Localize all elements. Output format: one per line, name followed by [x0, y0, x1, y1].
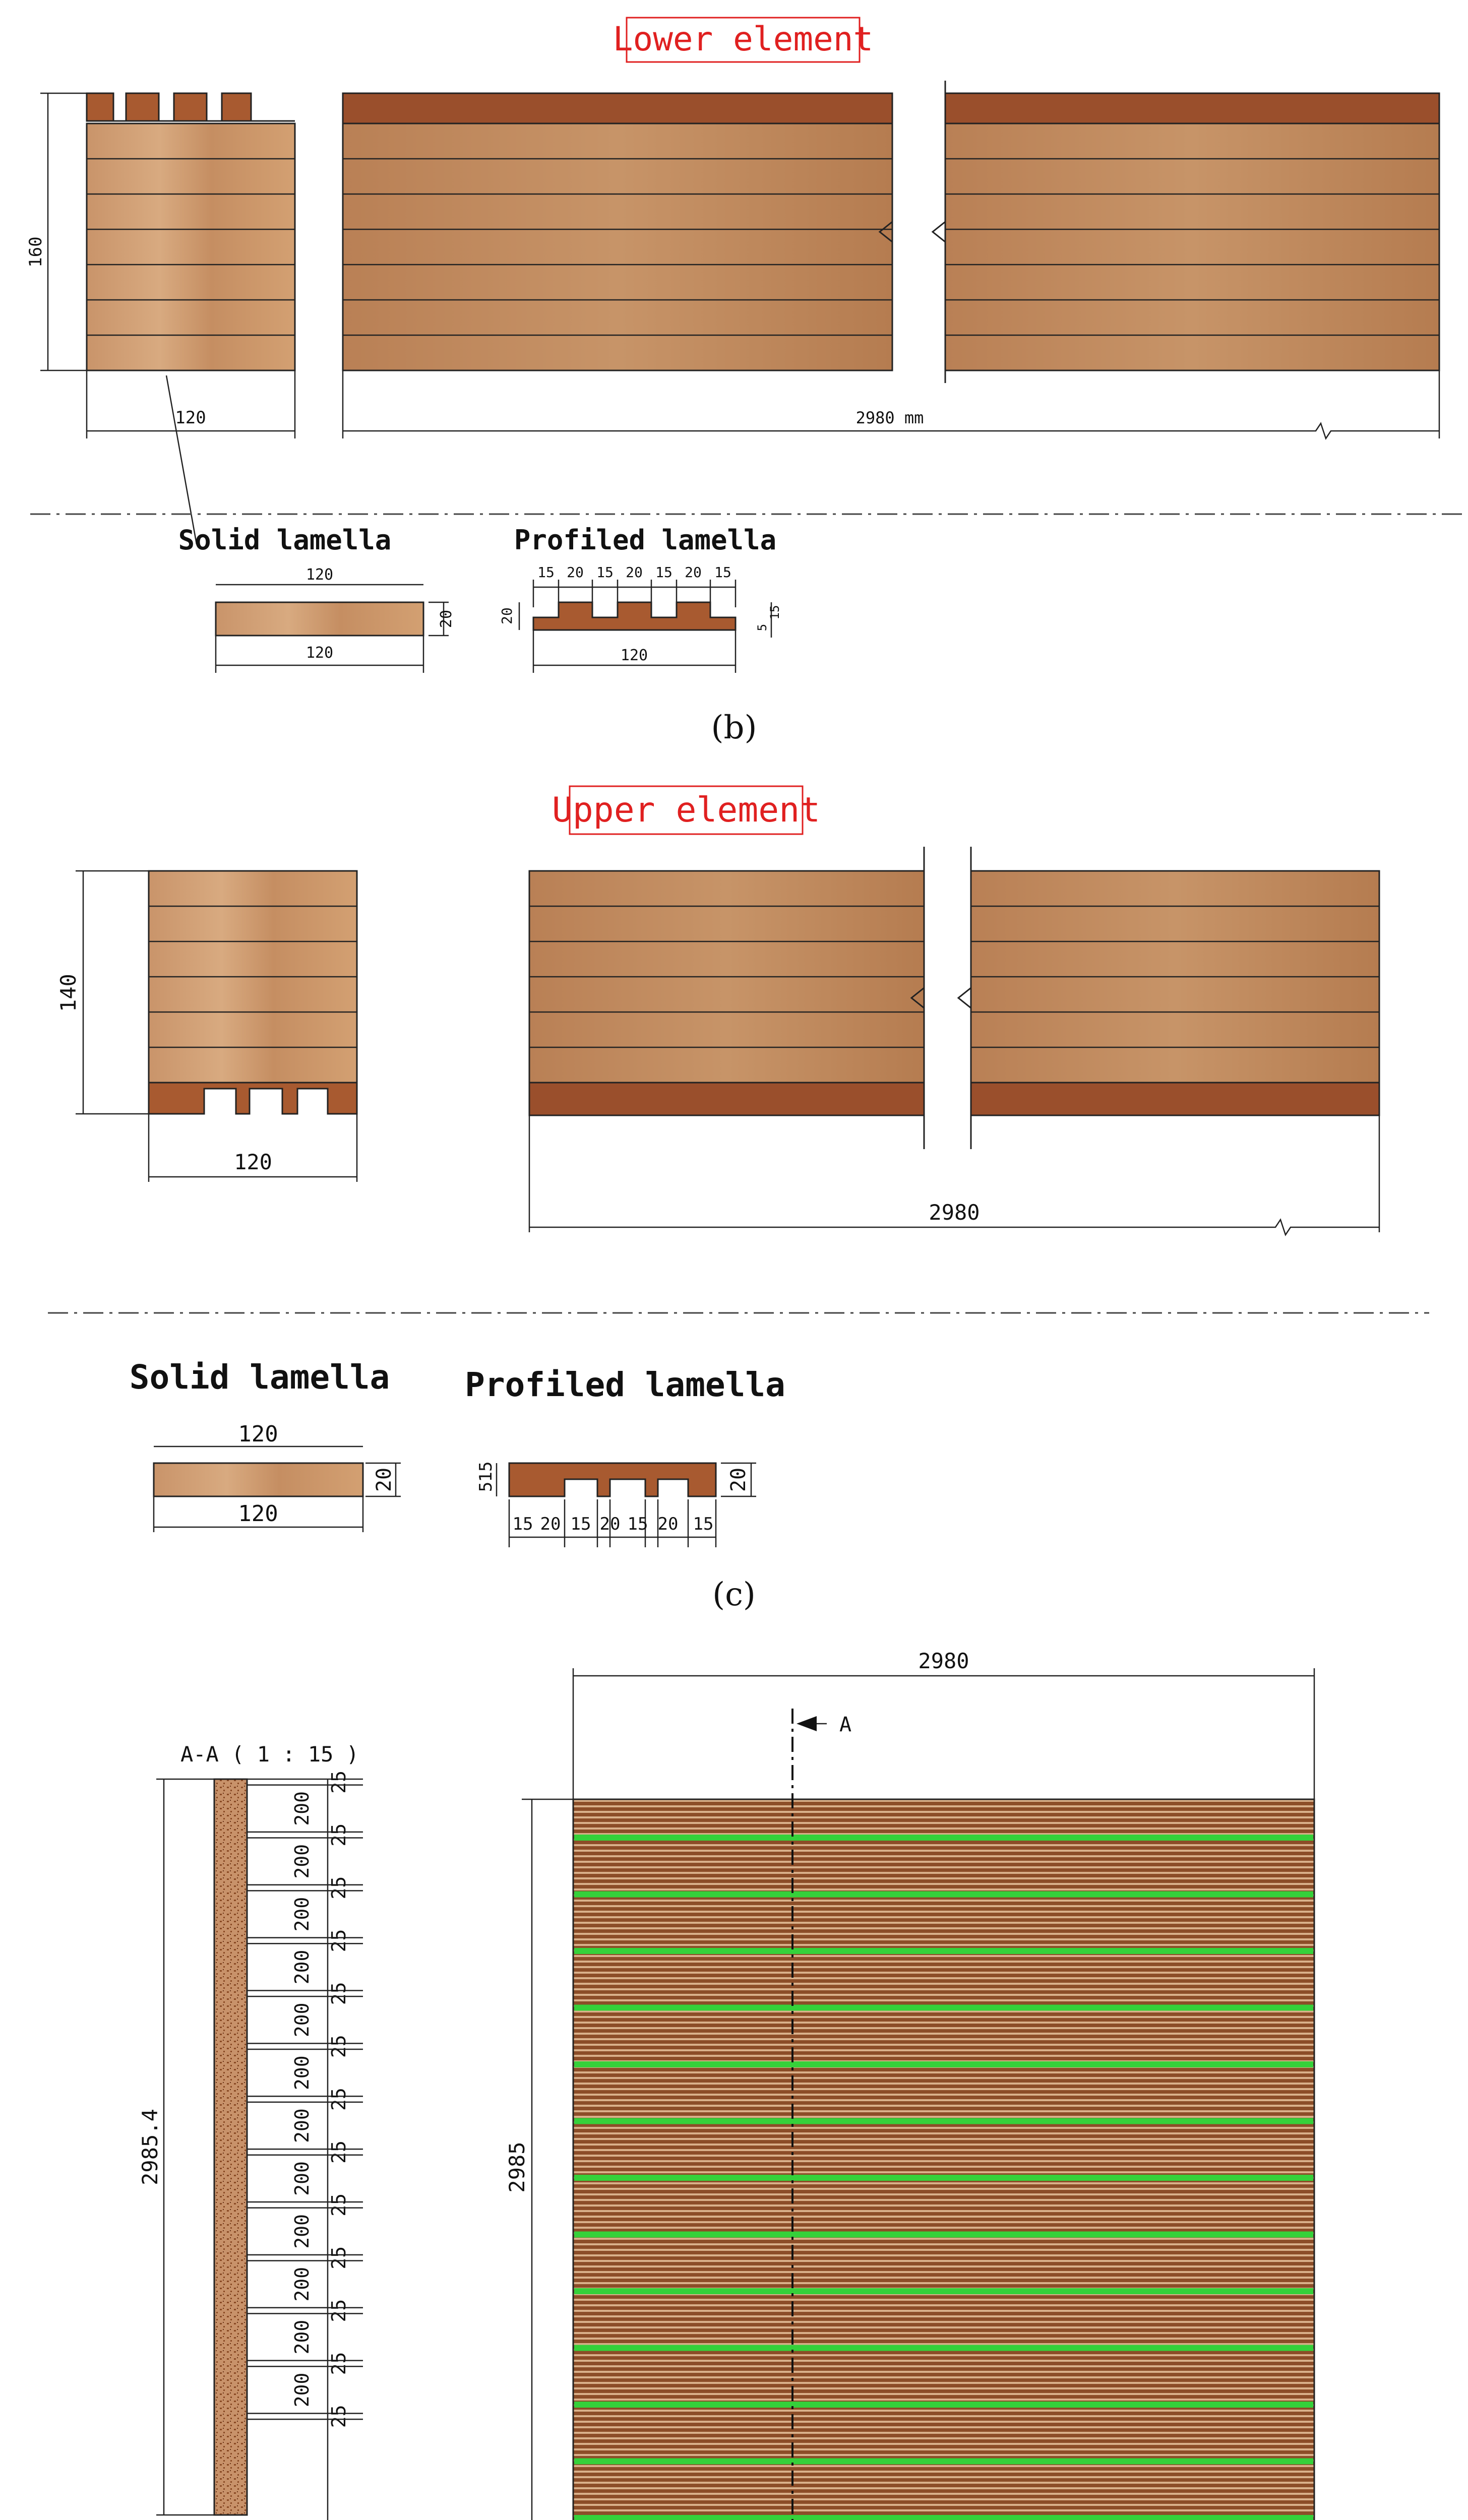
green-strip [574, 2005, 1313, 2011]
upper-profiled-lamella-shape [149, 1083, 357, 1114]
spacing-label: 200 [291, 1949, 313, 1985]
leader-line [166, 375, 197, 544]
spacing-label: 25 [328, 1823, 350, 1847]
upper-solid-lamella-title: Solid lamella [129, 1358, 390, 1397]
spacing-label: 25 [328, 2246, 350, 2270]
green-strip [574, 1835, 1313, 1841]
upper-solid-lamella [130, 1358, 401, 1532]
panel-c [48, 786, 1429, 1613]
upper-profile-seg-7: 15 [693, 1514, 714, 1534]
panel-d [138, 1649, 1314, 2520]
lower-profile-seg-4: 20 [626, 564, 643, 581]
green-strip [574, 1892, 1313, 1898]
spacing-label: 200 [291, 2002, 313, 2038]
lower-section-body [87, 123, 295, 370]
upper-profiled-lamella-title: Profiled lamella [465, 1365, 785, 1404]
green-strip [574, 2118, 1313, 2124]
spacing-label: 200 [291, 2161, 313, 2196]
upper-length-label: 2980 [929, 1200, 980, 1225]
lower-solid-lamella-title: Solid lamella [178, 524, 392, 556]
spacing-label: 25 [328, 2405, 350, 2428]
lower-profile-right-dim-2: 15 [768, 605, 782, 620]
spacing-label: 200 [291, 2319, 313, 2355]
green-strip [574, 2061, 1313, 2067]
upper-profile-seg-4: 20 [599, 1514, 621, 1534]
upper-solid-bottom-width: 120 [238, 1501, 278, 1527]
lower-solid-lamella [178, 524, 455, 673]
panel-b [26, 18, 1462, 746]
lower-profile-seg-2: 20 [567, 564, 584, 581]
spacing-label: 200 [291, 2372, 313, 2408]
green-strip [574, 2459, 1313, 2465]
lower-cross-section [26, 93, 295, 544]
section-height-label: 2985.4 [138, 2109, 162, 2185]
spacing-label: 200 [291, 1897, 313, 1932]
spacing-label: 25 [328, 2088, 350, 2111]
lower-profile-seg-1: 15 [537, 564, 555, 581]
spacing-label: 25 [328, 1929, 350, 1952]
lower-profile-seg-6: 20 [685, 564, 702, 581]
section-a-a-title: A-A ( 1 : 15 ) [180, 1742, 359, 1767]
upper-profile-seg-2: 20 [540, 1514, 561, 1534]
upper-width-label: 120 [234, 1150, 272, 1174]
lower-profiled-lamella-shape [87, 93, 295, 121]
upper-profile-shape [509, 1463, 716, 1496]
green-strip [574, 1948, 1313, 1954]
lower-profile-seg-7: 15 [714, 564, 731, 581]
lower-profile-seg-3: 15 [596, 564, 614, 581]
spacing-label: 200 [291, 2214, 313, 2249]
upper-solid-top-width: 120 [238, 1421, 278, 1447]
upper-profile-seg-1: 15 [512, 1514, 533, 1534]
spacing-label: 25 [328, 1876, 350, 1900]
lower-elevation [343, 81, 1439, 438]
plan-panel [573, 1799, 1314, 2520]
plan-height-label: 2985 [505, 2141, 529, 2193]
lower-solid-top-width: 120 [305, 566, 334, 584]
lower-profile-bottom-width: 120 [620, 647, 648, 664]
spacing-label: 25 [328, 1982, 350, 2005]
lower-length-label: 2980 mm [855, 408, 924, 427]
green-strip [574, 2345, 1313, 2351]
lower-profile-shape [533, 602, 736, 630]
upper-profile-seg-5: 15 [627, 1514, 648, 1534]
lower-profile-seg-5: 15 [655, 564, 672, 581]
upper-profile-left-dim-1: 15 [476, 1461, 496, 1482]
plan-width-label: 2980 [918, 1649, 969, 1673]
lower-solid-bottom-width: 120 [305, 644, 334, 662]
lower-profile-left-height: 20 [499, 607, 515, 624]
panel-b-caption: (b) [711, 709, 757, 746]
lower-height-label: 160 [26, 236, 46, 268]
lower-profiled-lamella [499, 524, 782, 673]
spacing-label: 200 [291, 1844, 313, 1879]
spacing-label: 200 [291, 1791, 313, 1826]
upper-profile-right-height: 20 [727, 1467, 750, 1492]
spacing-label: 25 [328, 2035, 350, 2058]
lower-solid-thickness: 20 [438, 609, 455, 628]
lower-profiled-lamella-title: Profiled lamella [514, 524, 777, 556]
upper-profiled-lamella [465, 1365, 785, 1547]
upper-profile-left-dim-2: 5 [476, 1481, 496, 1492]
lower-profile-right-dim-1: 5 [755, 623, 769, 632]
upper-elevation [529, 847, 1379, 1235]
upper-cross-section [56, 871, 357, 1182]
spacing-label: 25 [328, 2193, 350, 2217]
panel-b-title: Lower element [613, 20, 874, 58]
spacing-label: 25 [328, 2140, 350, 2164]
spacing-label: 25 [328, 2299, 350, 2322]
spacing-label: 200 [291, 2266, 313, 2302]
upper-profile-seg-3: 15 [570, 1514, 591, 1534]
green-strip [574, 2288, 1313, 2294]
spacing-dimension-chain [247, 1771, 363, 2520]
spacing-label: 200 [291, 2055, 313, 2090]
green-strip [574, 2402, 1313, 2408]
spacing-label: 200 [291, 2108, 313, 2143]
green-strip [574, 2175, 1313, 2181]
plan-view [505, 1649, 1314, 2520]
upper-profile-seg-6: 20 [657, 1514, 679, 1534]
panel-c-title: Upper element [552, 790, 821, 830]
green-strip [574, 2232, 1313, 2238]
upper-height-label: 140 [56, 974, 81, 1012]
spacing-label: 25 [328, 2352, 350, 2375]
green-strip [574, 2515, 1313, 2520]
upper-solid-thickness: 20 [373, 1467, 396, 1492]
section-a-a-body [214, 1779, 247, 2515]
cut-label-top: A [839, 1713, 852, 1736]
spacing-label: 25 [328, 1770, 350, 1794]
lower-width-label: 120 [175, 408, 206, 428]
panel-c-caption: (c) [712, 1576, 756, 1613]
